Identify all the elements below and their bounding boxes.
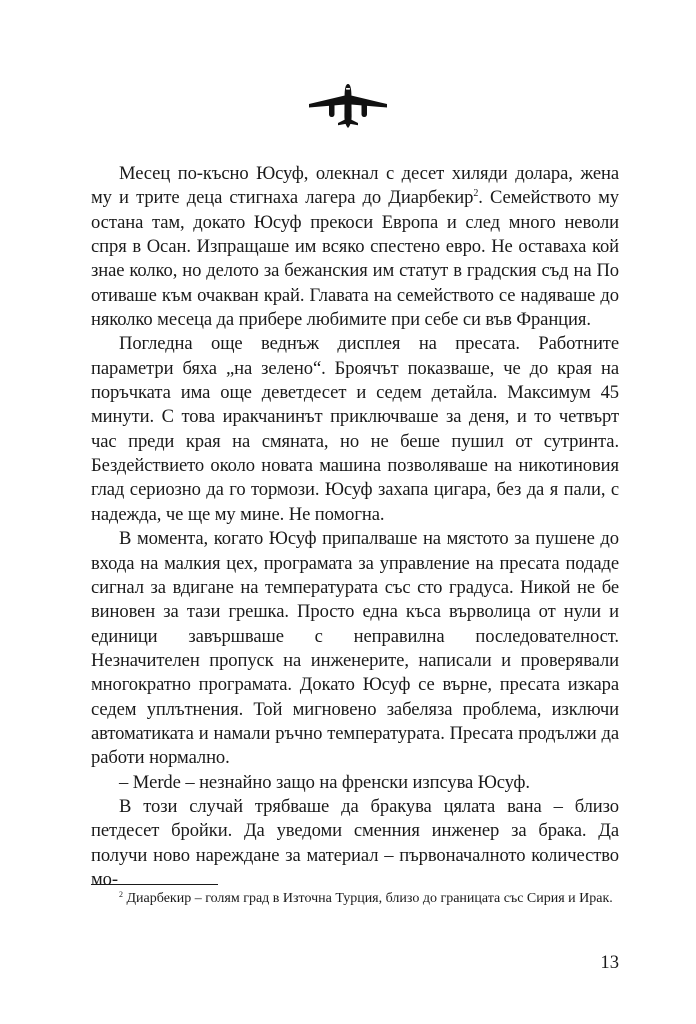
paragraph: Погледна още веднъж дисплея на пресата. Работните параметри бяха „на зелено“. Броячът показваше, че до края на поръчката има още деветдесет и седем детайла. Максимум 45 минути. С това иракчанинът приключваше за деня, и то четвърт час преди края на смяната, но не беше пушил от сутринта. Бездействието около новата машина позволяваше на никотиновия глад сериозно да го тормози. Юсуф захапа цигара, без да я пали, с надежда, че ще му мине. Не помогна. <box>91 333 619 525</box>
paragraph: Месец по-късно Юсуф, олекнал с десет хиляди долара, жена му и трите деца стигнаха лагера до Диарбекир$^2$. Семейството му остана там, докато Юсуф прекоси Европа и след много неволи спря в Осан. Изпращаше им всяко спестено евро. Не оставаха кой знае колко, но делото за бежанския им статут в градския съд на По отиваше към очакван край. Главата на семейството се надяваше до няколко месеца да прибере любимите при себе си във Франция. <box>91 163 619 331</box>
footnote-reference: 2 <box>473 188 479 200</box>
footnote-marker: 2 <box>119 890 123 899</box>
paragraph: В момента, когато Юсуф припалваше на мястото за пушене до входа на малкия цех, програмата за управление на пресата подаде сигнал за вдигане на температурата със сто градуса. Никой не бе виновен за тази грешка. Просто една къса върволица от нули и единици завършваше с неправилна последователност. Незначителен пропуск на инженерите, написали и проверявали многократно програмата. Докато Юсуф се върне, пресата изкара седем уплътнения. Той мигновено забеляза проблема, изключи автоматиката и намали ръчно температурата. Пресата продължи да работи нормално. <box>91 528 619 769</box>
footnote-text: Диарбекир – голям град в Източна Турция, близо до границата със Сирия и Ирак. <box>123 891 613 906</box>
footnote <box>91 888 619 909</box>
page-number: 13 <box>600 952 619 973</box>
footnote-separator <box>91 884 218 885</box>
airplane-icon <box>309 82 387 130</box>
body-text <box>91 162 619 892</box>
paragraph: В този случай трябваше да бракува цялата вана – близо петдесет бройки. Да уведоми сменния инженер за брака. Да получи ново нареждане за материал – първоначалното количество мо- <box>91 795 619 890</box>
dialogue-line: – Merde – незнайно защо на френски изпсува Юсуф. <box>119 771 530 793</box>
